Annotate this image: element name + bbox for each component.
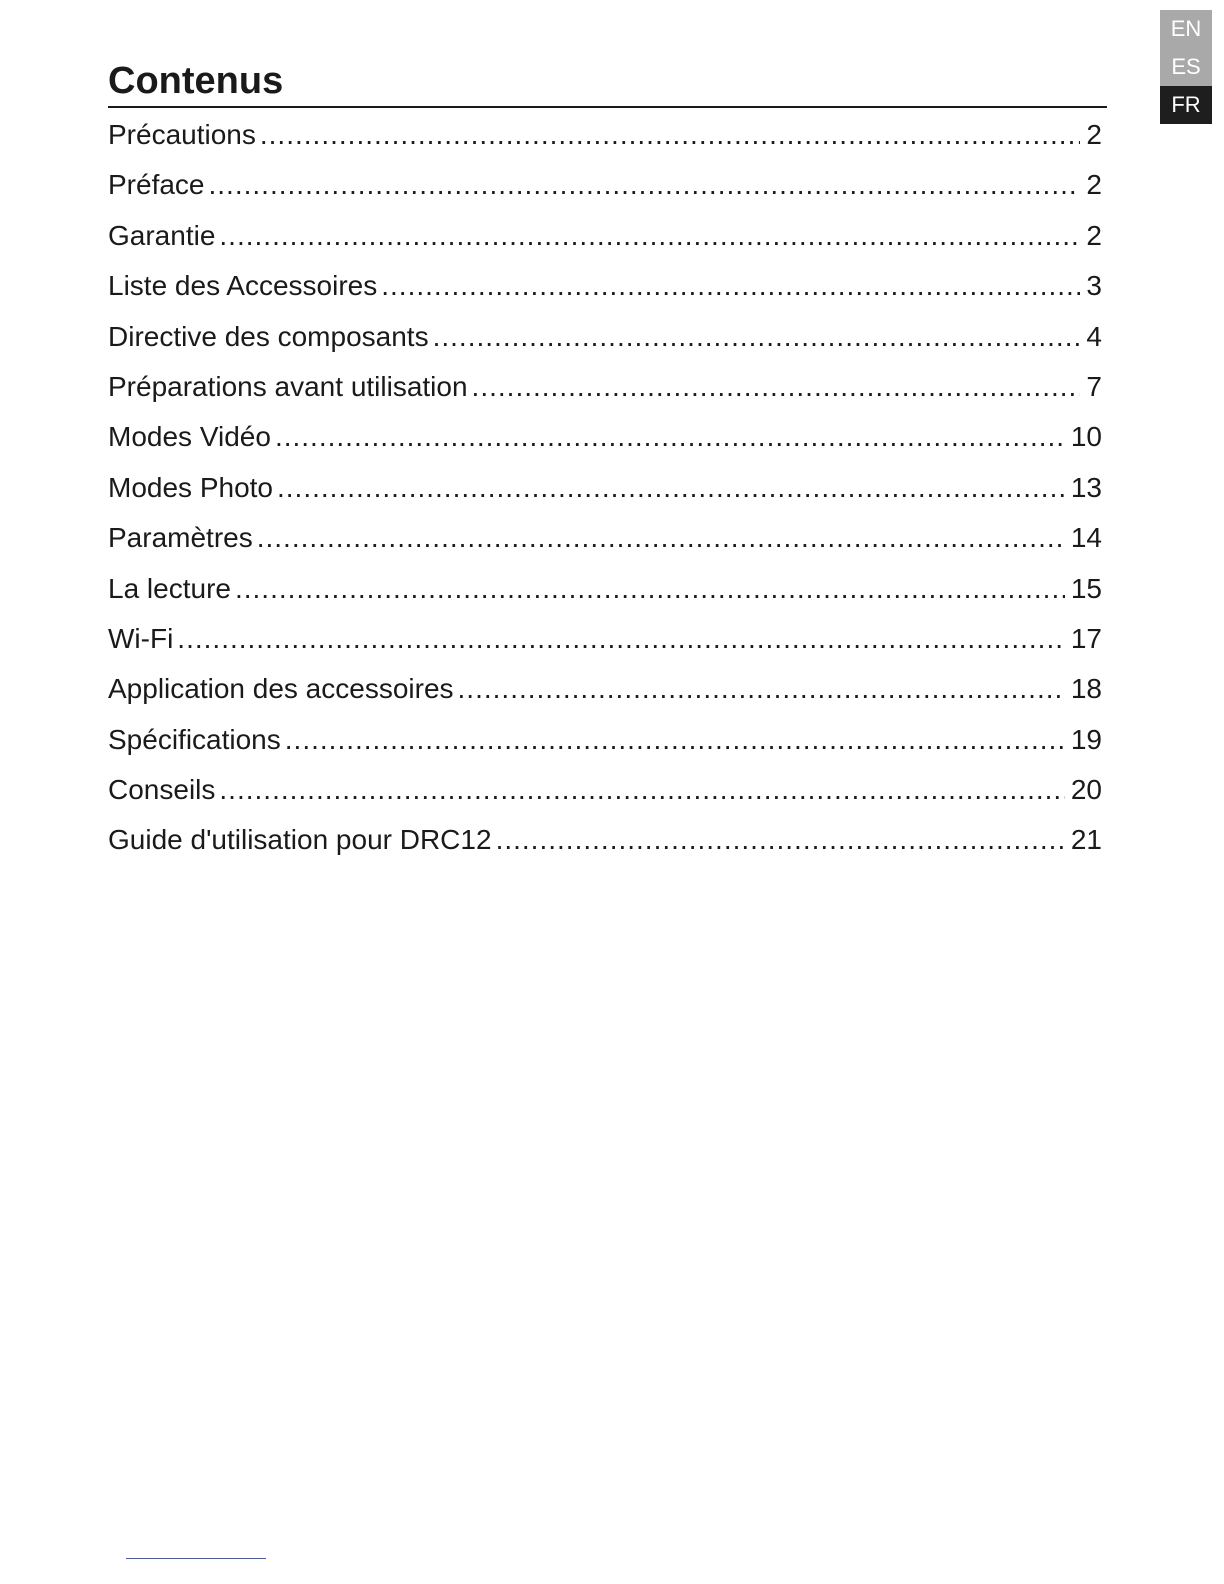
toc-dot-leader [381, 261, 1080, 311]
language-tabs [1160, 10, 1212, 124]
toc-entry-label: Application des accessoires [108, 673, 454, 705]
toc-entry-precautions[interactable] [108, 110, 1102, 160]
table-of-contents [108, 110, 1102, 866]
toc-entry-label: Spécifications [108, 723, 281, 755]
toc-entry-modes-video[interactable] [108, 412, 1102, 462]
toc-page-number: 2 [1086, 119, 1102, 150]
toc-dot-leader [433, 312, 1081, 362]
toc-entry-accessoires[interactable] [108, 261, 1102, 311]
toc-dot-leader [458, 664, 1065, 714]
toc-entry-composants[interactable] [108, 312, 1102, 362]
title-divider [108, 106, 1107, 108]
toc-entry-label: Préparations avant utilisation [108, 370, 468, 402]
toc-entry-label: Préface [108, 169, 205, 201]
toc-page-number: 13 [1070, 471, 1102, 503]
toc-entry-conseils[interactable] [108, 765, 1102, 815]
toc-dot-leader [219, 765, 1064, 815]
toc-entry-garantie[interactable] [108, 211, 1102, 261]
toc-entry-label: Conseils [108, 774, 216, 806]
toc-entry-label: Précautions [108, 119, 256, 150]
toc-dot-leader [209, 160, 1081, 210]
toc-entry-label: Directive des composants [108, 320, 429, 352]
toc-dot-leader [277, 463, 1065, 513]
toc-entry-application-accessoires[interactable] [108, 664, 1102, 714]
toc-entry-label: Guide d'utilisation pour DRC12 [108, 824, 492, 856]
toc-dot-leader [235, 564, 1065, 614]
toc-page-number: 14 [1070, 522, 1102, 554]
toc-page-number: 18 [1070, 673, 1102, 705]
toc-entry-guide-drc12[interactable] [108, 815, 1102, 865]
toc-page-number: 10 [1070, 421, 1102, 453]
toc-dot-leader [219, 211, 1080, 261]
toc-dot-leader [177, 614, 1065, 664]
toc-entry-preparations[interactable] [108, 362, 1102, 412]
toc-page-number: 7 [1086, 370, 1102, 402]
toc-entry-specifications[interactable] [108, 715, 1102, 765]
toc-page-number: 17 [1070, 622, 1102, 654]
toc-entry-parametres[interactable] [108, 513, 1102, 563]
toc-page-number: 19 [1070, 723, 1102, 755]
toc-page-number: 21 [1070, 824, 1102, 856]
toc-dot-leader [257, 513, 1065, 563]
language-tab-fr[interactable]: FR [1160, 86, 1212, 124]
toc-page-number: 2 [1086, 169, 1102, 201]
toc-page-number: 15 [1070, 572, 1102, 604]
toc-page-number: 4 [1086, 320, 1102, 352]
toc-dot-leader [285, 715, 1065, 765]
toc-entry-label: Paramètres [108, 522, 253, 554]
toc-entry-label: Modes Vidéo [108, 421, 271, 453]
language-tab-es[interactable]: ES [1160, 48, 1212, 86]
toc-entry-label: Wi-Fi [108, 622, 174, 654]
toc-dot-leader [496, 815, 1065, 865]
language-tab-en[interactable]: EN [1160, 10, 1212, 48]
page-title: Contenus [108, 60, 284, 102]
toc-entry-lecture[interactable] [108, 564, 1102, 614]
toc-page-number: 3 [1086, 270, 1102, 302]
toc-entry-wifi[interactable] [108, 614, 1102, 664]
toc-entry-label: Liste des Accessoires [108, 270, 378, 302]
toc-page-number: 20 [1070, 774, 1102, 806]
toc-dot-leader [260, 110, 1081, 160]
footnote-divider [126, 1558, 266, 1559]
toc-entry-modes-photo[interactable] [108, 463, 1102, 513]
toc-entry-label: La lecture [108, 572, 231, 604]
toc-entry-label: Garantie [108, 219, 216, 251]
toc-dot-leader [275, 412, 1065, 462]
toc-dot-leader [472, 362, 1081, 412]
toc-page-number: 2 [1086, 219, 1102, 251]
toc-entry-label: Modes Photo [108, 471, 273, 503]
toc-entry-preface[interactable] [108, 160, 1102, 210]
